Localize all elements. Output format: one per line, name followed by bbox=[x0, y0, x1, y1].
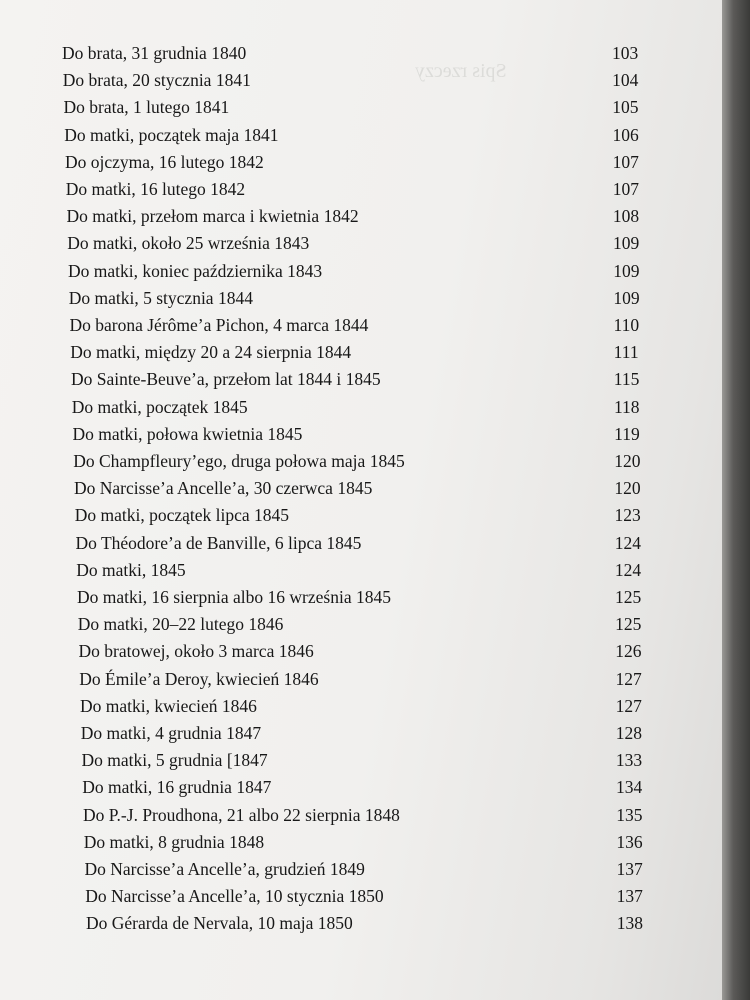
toc-entry-title: Do matki, koniec października 1843 bbox=[68, 260, 323, 281]
toc-entry-page-number: 138 bbox=[616, 913, 644, 934]
toc-entry-title: Do barona Jérôme’a Pichon, 4 marca 1844 bbox=[69, 315, 369, 335]
toc-entry-title: Do Narcisse’a Ancelle’a, 10 stycznia 1850 bbox=[85, 886, 384, 907]
toc-entry bbox=[79, 639, 651, 663]
toc-entry bbox=[70, 313, 651, 337]
toc-entry bbox=[86, 911, 650, 935]
toc-entry-title: Do Sainte-Beuve’a, przełom lat 1844 i 1845 bbox=[71, 369, 381, 390]
toc-entry-title: Do matki, 5 grudnia [1847 bbox=[81, 750, 268, 771]
toc-entry bbox=[64, 95, 651, 119]
toc-entry-title: Do matki, przełom marca i kwietnia 1842 bbox=[66, 206, 359, 227]
toc-entry-title: Do matki, kwiecień 1846 bbox=[80, 695, 257, 716]
toc-entry bbox=[73, 449, 650, 473]
toc-entry bbox=[83, 803, 650, 827]
toc-entry bbox=[81, 721, 650, 745]
toc-entry-page-number: 120 bbox=[614, 478, 641, 499]
toc-entry bbox=[74, 476, 650, 500]
toc-entry-title: Do matki, początek 1845 bbox=[71, 396, 248, 417]
page-edge-shadow bbox=[722, 0, 750, 1000]
toc-entry-title: Do matki, 16 sierpnia albo 16 września 1845 bbox=[77, 587, 391, 607]
toc-entry-title: Do brata, 20 stycznia 1841 bbox=[62, 70, 251, 91]
toc-entry-page-number: 134 bbox=[616, 777, 643, 798]
toc-entry-title: Do Champfleury’ego, druga połowa maja 1845 bbox=[73, 451, 405, 471]
toc-entry bbox=[66, 177, 650, 201]
toc-entry-page-number: 124 bbox=[614, 559, 642, 580]
toc-entry-page-number: 123 bbox=[614, 505, 641, 526]
toc-entry bbox=[65, 150, 650, 174]
toc-entry-title: Do matki, 1845 bbox=[76, 559, 186, 580]
toc-entry bbox=[63, 68, 650, 92]
toc-entry-title: Do matki, między 20 a 24 sierpnia 1844 bbox=[70, 342, 352, 363]
toc-entry-page-number: 118 bbox=[613, 396, 640, 417]
toc-entry-page-number: 115 bbox=[613, 369, 640, 390]
toc-entry-page-number: 109 bbox=[613, 260, 640, 281]
toc-entry bbox=[68, 259, 650, 283]
toc-entry-page-number: 120 bbox=[614, 451, 641, 471]
show-through-text: Spis rzeczy bbox=[415, 60, 507, 82]
toc-entry bbox=[72, 395, 650, 419]
toc-entry-page-number: 135 bbox=[616, 804, 643, 825]
toc-entry bbox=[67, 204, 651, 228]
toc-entry-title: Do matki, 5 stycznia 1844 bbox=[68, 287, 253, 308]
toc-entry-page-number: 110 bbox=[613, 315, 640, 335]
toc-entry bbox=[76, 531, 651, 555]
toc-entry-title: Do brata, 1 lutego 1841 bbox=[63, 97, 230, 118]
toc-entry bbox=[78, 612, 650, 636]
toc-entry-page-number: 127 bbox=[615, 668, 642, 689]
toc-entry-title: Do Émile’a Deroy, kwiecień 1846 bbox=[79, 668, 319, 689]
toc-entry-title: Do matki, początek maja 1841 bbox=[64, 124, 279, 145]
toc-entry bbox=[75, 503, 650, 527]
toc-entry bbox=[71, 367, 650, 391]
toc-entry bbox=[67, 231, 650, 255]
toc-entry-page-number: 107 bbox=[612, 179, 639, 199]
toc-entry-title: Do Théodore’a de Banville, 6 lipca 1845 bbox=[75, 532, 362, 553]
toc-entry bbox=[76, 558, 650, 582]
toc-entry-page-number: 137 bbox=[616, 886, 643, 907]
toc-entry-page-number: 133 bbox=[615, 750, 643, 771]
toc-entry bbox=[73, 422, 651, 446]
toc-entry-page-number: 111 bbox=[613, 342, 639, 363]
toc-entry bbox=[82, 775, 650, 799]
toc-entry-page-number: 128 bbox=[615, 723, 642, 743]
toc-entry-title: Do bratowej, około 3 marca 1846 bbox=[78, 641, 314, 662]
toc-entry-title: Do matki, 8 grudnia 1848 bbox=[83, 831, 265, 852]
toc-entry-title: Do Narcisse’a Ancelle’a, grudzień 1849 bbox=[84, 859, 365, 879]
toc-entry-title: Do ojczyma, 16 lutego 1842 bbox=[65, 151, 264, 172]
toc-entry bbox=[64, 123, 650, 147]
toc-entry-page-number: 105 bbox=[612, 97, 639, 118]
toc-entry-page-number: 103 bbox=[612, 43, 639, 63]
toc-entry bbox=[80, 694, 650, 718]
toc-entry-page-number: 104 bbox=[612, 70, 639, 91]
toc-entry-page-number: 127 bbox=[615, 695, 642, 716]
toc-entry-title: Do matki, 16 grudnia 1847 bbox=[82, 777, 272, 798]
toc-entry bbox=[69, 286, 650, 310]
toc-entry-page-number: 137 bbox=[616, 859, 643, 879]
toc-entry-page-number: 136 bbox=[616, 831, 643, 852]
toc-entry-page-number: 125 bbox=[615, 587, 642, 607]
toc-entry-page-number: 107 bbox=[612, 151, 639, 172]
toc-entry bbox=[62, 41, 650, 65]
toc-entry bbox=[79, 667, 650, 691]
toc-entry-title: Do matki, początek lipca 1845 bbox=[74, 505, 290, 526]
toc-entry-page-number: 125 bbox=[615, 614, 642, 635]
toc-entry-title: Do Narcisse’a Ancelle’a, 30 czerwca 1845 bbox=[74, 478, 373, 499]
toc-entry-page-number: 109 bbox=[613, 287, 640, 308]
toc-entry-title: Do brata, 31 grudnia 1840 bbox=[62, 43, 247, 63]
toc-entry-title: Do P.-J. Proudhona, 21 albo 22 sierpnia 1848 bbox=[83, 804, 400, 825]
toc-entry-page-number: 119 bbox=[614, 423, 640, 444]
toc-entry-title: Do matki, połowa kwietnia 1845 bbox=[72, 423, 303, 444]
toc-entry bbox=[85, 857, 651, 881]
toc-entry-title: Do matki, 20–22 lutego 1846 bbox=[77, 614, 284, 635]
toc-entry bbox=[77, 585, 650, 609]
toc-entry bbox=[84, 830, 650, 854]
toc-entry bbox=[82, 748, 651, 772]
toc-entry-page-number: 106 bbox=[612, 124, 639, 145]
toc-entry-page-number: 124 bbox=[614, 532, 641, 553]
toc-entry-page-number: 109 bbox=[613, 233, 640, 254]
toc-entry-title: Do matki, 4 grudnia 1847 bbox=[80, 723, 262, 743]
toc-entry-title: Do matki, około 25 września 1843 bbox=[67, 233, 310, 254]
toc-entry-title: Do matki, 16 lutego 1842 bbox=[65, 179, 246, 199]
toc-entry bbox=[70, 340, 650, 364]
toc-entry-page-number: 126 bbox=[615, 641, 642, 662]
toc-entry bbox=[85, 884, 650, 908]
toc-entry-title: Do Gérarda de Nervala, 10 maja 1850 bbox=[86, 913, 353, 934]
toc-entry-page-number: 108 bbox=[612, 206, 640, 227]
